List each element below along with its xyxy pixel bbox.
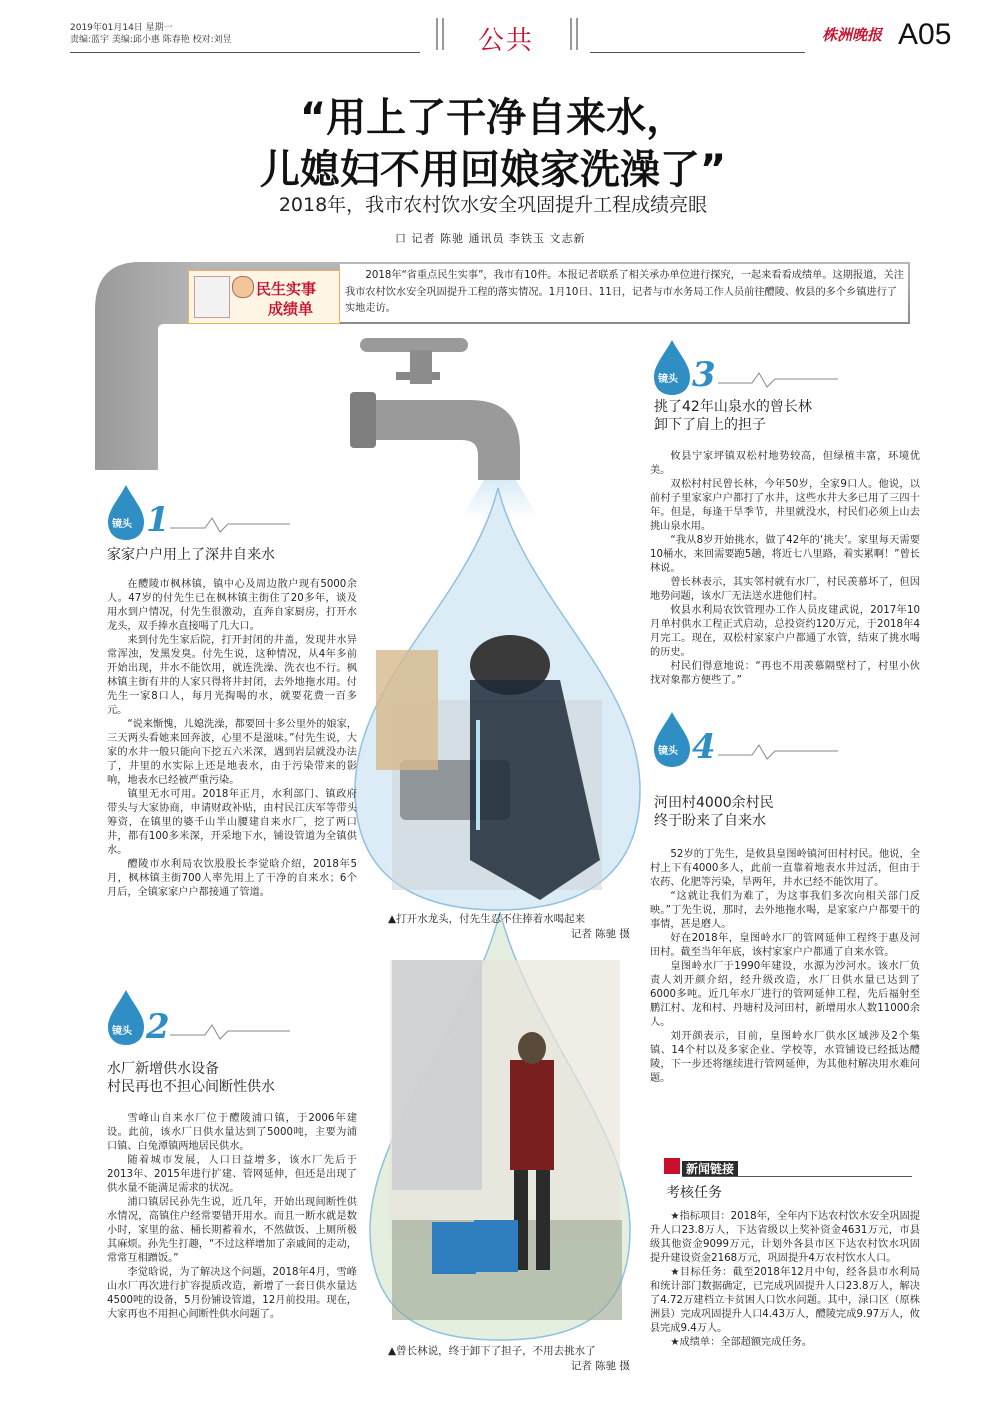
photo-1-credit: 记者 陈驰 摄 (570, 928, 630, 940)
page-number: A05 (898, 18, 952, 51)
section-3-heading (654, 398, 914, 434)
byline: 口 记者 陈驰 通讯员 李铁玉 文志新 (395, 232, 586, 245)
headline-line-2: 儿媳妇不用回娘家洗澡了” (259, 147, 727, 193)
section-1-heading (107, 546, 367, 564)
section-4-heading-line: 河田村4000余村民 (654, 795, 774, 811)
subtitle: 2018年，我市农村饮水安全巩固提升工程成绩亮眼 (278, 194, 708, 216)
headline-line-1: “用上了干净自来水， (299, 95, 687, 141)
news-link-body (650, 1210, 920, 1350)
section-name: 公共 (478, 26, 535, 56)
section-drop-1 (108, 485, 144, 540)
section-4-number: 4 (692, 727, 716, 767)
section-1-paragraph: “说来惭愧，儿媳洗澡，都要回十多公里外的娘家，三天两头看她来回奔波，心里不是滋味。”付先生说，大家的水井一般只能向下挖五六米深，遇到岩层就没办法了，井里的水实际上还是地表水，由于污染带来的影响，地表水已经被严重污染。 (107, 719, 357, 786)
news-link-paragraph: ★成绩单：全部超额完成任务。 (670, 1337, 812, 1348)
section-3-paragraph: 攸县水利局农饮管理办工作人员皮建武说，2017年10月单村供水工程正式启动，总投资约120万元，于2018年4月完工。现在，双松村家家户户都通了水管，结束了挑水喝的历史。 (650, 605, 920, 658)
avatar-icon (232, 276, 254, 298)
section-1-paragraph: 镇里无水可用。2018年正月，水利部门、镇政府带头与大家协商，申请财政补贴，由村民江庆军等带头筹资，在镇里的婆千山半山腰建自来水厂，挖了两口井，都有100多米深，开采地下水，铺设管道为全镇供水。 (107, 789, 357, 856)
editor-line: 责编:蓝宇 美编:邱小惠 陈春艳 校对:刘昱 (70, 35, 232, 45)
section-4-heading (654, 794, 914, 830)
section-2-paragraph: 随着城市发展，人口日益增多，该水厂先后于2013年、2015年进行扩建、管网延伸，但还是出现了供水量不能满足需求的状况。 (107, 1155, 357, 1194)
section-3-paragraph: “我从8岁开始挑水，做了42年的‘挑夫’。家里每天需要10桶水，来回需要跑5趟，将近七八里路，着实累啊！”曾长林说。 (650, 535, 920, 574)
photo-2-caption-text: ▲曾长林说，终于卸下了担子，不用去挑水了 (388, 1345, 596, 1357)
section-2-heading-line: 村民再也不担心间断性供水 (107, 1079, 275, 1095)
section-2-paragraph: 浦口镇居民孙先生说，近几年，开始出现间断性供水情况，高镇住户经常要错开用水。而且一断水就是数小时，家里的盆、桶长期蓄着水，不然做饭、上厕所极其麻烦。孙先生打趣，“不过这样增加了亲戚间的走动，常常互相蹭饭。” (107, 1197, 357, 1264)
date-line: 2019年01月14日 星期一 (70, 23, 173, 33)
section-4-paragraph: 52岁的丁先生，是攸县皇图岭镇河田村村民。他说，全村上下有4000多人，此前一直靠着地表水井过活，但由于农药、化肥等污染，旱两年，井水已经不能饮用了。 (650, 849, 920, 888)
section-4-heading-line: 终于盼来了自来水 (654, 813, 766, 829)
intro-text: 2018年“省重点民生实事”，我市有10件。本报记者联系了相关承办单位进行探究，一起来看看成绩单。这期报道，关注我市农村饮水安全巩固提升工程的落实情况。1月10日、11日，记者与市水务局工作人员前往醴陵、攸县的多个乡镇进行了实地走访。 (345, 270, 904, 314)
badge-line-2: 成绩单 (268, 300, 314, 318)
section-3-paragraph: 双松村村民曾长林，今年50岁，全家9口人。他说，以前村子里家家户户都打了水井，这些水井大多已用了三四十年。但是，每逢干旱季节，井里就没水，村民们必须上山去挑山泉水用。 (650, 479, 920, 532)
photo-2-caption (388, 1344, 648, 1374)
section-4-paragraph: “这就让我们为难了，为这事我们多次向相关部门反映。”丁先生说，那时，去外地拖水喝，是家家户户都要干的事情，甚是磨人。 (650, 891, 920, 930)
section-3-heading-line: 卸下了肩上的担子 (654, 417, 766, 433)
section-3-number: 3 (692, 355, 716, 395)
section-drop-4 (654, 712, 690, 767)
section-3-heading-line: 挑了42年山泉水的曾长林 (654, 399, 812, 415)
section-3-paragraph: 攸县宁家坪镇双松村地势较高，但绿植丰富，环境优美。 (650, 451, 920, 476)
section-1-drop-label: 镜头 (112, 519, 132, 530)
section-2-paragraph: 雪峰山自来水厂位于醴陵浦口镇，于2006年建设。此前，该水厂日供水量达到了5000吨，主要为浦口镇、白兔潭镇两地居民供水。 (107, 1113, 357, 1152)
section-2-number: 2 (146, 1007, 170, 1047)
section-2-paragraph: 李觉晗说，为了解决这个问题，2018年4月，雪峰山水厂再次进行扩容提质改造，新增了一套日供水量达4500吨的设备，5月份铺设管道，12月前投用。现在，大家再也不用担心间断性供水问题了。 (107, 1267, 357, 1320)
photo-1-caption-text: ▲打开水龙头，付先生忍不住捧着水喝起来 (388, 913, 586, 925)
section-drop-3 (654, 340, 690, 395)
section-4-paragraph: 皇图岭水厂于1990年建设，水源为沙河水。该水厂负责人刘开颜介绍，经升级改造，水厂日供水量已达到了6000多吨。近几年水厂进行的管网延伸工程，先后福射至鹏江村、龙和村、丹塘村及河田村，新增用水人数11000余人。 (650, 961, 920, 1028)
section-3-body (650, 450, 920, 688)
section-1-body (107, 578, 357, 900)
section-3-paragraph: 曾长林表示，其实邻村就有水厂，村民羡慕坏了，但因地势问题，该水厂无法送水进他们村。 (650, 577, 920, 602)
news-link-paragraph: ★目标任务：截至2018年12月中旬，经各县市水利局和统计部门数据确定，已完成巩固提升人口23.8万人，解决了4.72万建档立卡贫困人口饮水问题。其中，渌口区（原株洲县）完成巩固提升人口4.43万人，醴陵完成9.97万人，攸县完成9.4万人。 (650, 1267, 920, 1334)
livelihood-badge (188, 270, 338, 322)
section-2-heading-line: 水厂新增供水设备 (107, 1061, 219, 1077)
photo-1-caption (388, 912, 648, 942)
brand-logo: 株洲晚报 (822, 26, 883, 44)
news-link-title: 考核任务 (666, 1185, 722, 1201)
section-4-paragraph: 好在2018年，皇图岭水厂的管网延伸工程终于惠及河田村。截至当年年底，该村家家户户都通了自来水管。 (650, 933, 920, 958)
section-2-drop-label: 镜头 (112, 1026, 132, 1037)
section-1-heading-line: 家家户户用上了深井自来水 (107, 547, 275, 563)
section-4-paragraph: 刘开颜表示，目前，皇图岭水厂供水区域涉及2个集镇、14个村以及多家企业、学校等，水管铺设已经抵达醴陵，下一步还将继续进行管网延伸，为其他村解决用水难问题。 (650, 1031, 920, 1084)
section-4-body (650, 848, 920, 1086)
section-2-heading (107, 1060, 367, 1096)
news-link-paragraph: ★指标项目：2018年，全年内下达农村饮水安全巩固提升人口23.8万人，下达省级以上奖补资金4631万元，市县级其他资金9099万元，计划外各县市区下达农村饮水巩固提升建设资金2168万元，巩固提升4万农村饮水人口。 (650, 1211, 920, 1264)
section-2-body (107, 1112, 357, 1322)
photo-2-credit: 记者 陈驰 摄 (570, 1360, 630, 1372)
section-3-drop-label: 镜头 (658, 374, 678, 385)
section-1-paragraph: 醴陵市水利局农饮股股长李觉晗介绍，2018年5月，枫林镇主街700人率先用上了干净的自来水；6个月后，全镇家家户户都接通了管道。 (107, 859, 357, 898)
section-1-number: 1 (146, 500, 170, 540)
news-link-rule (682, 1176, 912, 1177)
section-1-paragraph: 在醴陵市枫林镇，镇中心及周边散户现有5000余人。47岁的付先生已在枫林镇主街住了20多年，谈及用水到户情况，付先生很激动，直奔自家厨房，打开水龙头，双手捧水直接喝了几大口。 (107, 579, 357, 632)
section-1-paragraph: 来到付先生家后院，打开封闭的井盖，发现井水异常浑浊，发黑发臭。付先生说，这种情况，从4年多前开始出现，井水不能饮用，就连洗澡、洗衣也不行。枫林镇主街有井的人家只得将井封闭，去外地拖水用。付先生一家8口人，每月光掏喝的水，就要花费一百多元。 (107, 635, 357, 716)
section-3-paragraph: 村民们得意地说：“再也不用羡慕隔壁村了，村里小伙找对象都方便些了。” (650, 661, 920, 686)
badge-line-1: 民生实事 (256, 280, 317, 298)
news-link-tag: 新闻链接 (682, 1161, 738, 1177)
section-4-drop-label: 镜头 (658, 746, 678, 757)
news-link-label (682, 1158, 738, 1177)
